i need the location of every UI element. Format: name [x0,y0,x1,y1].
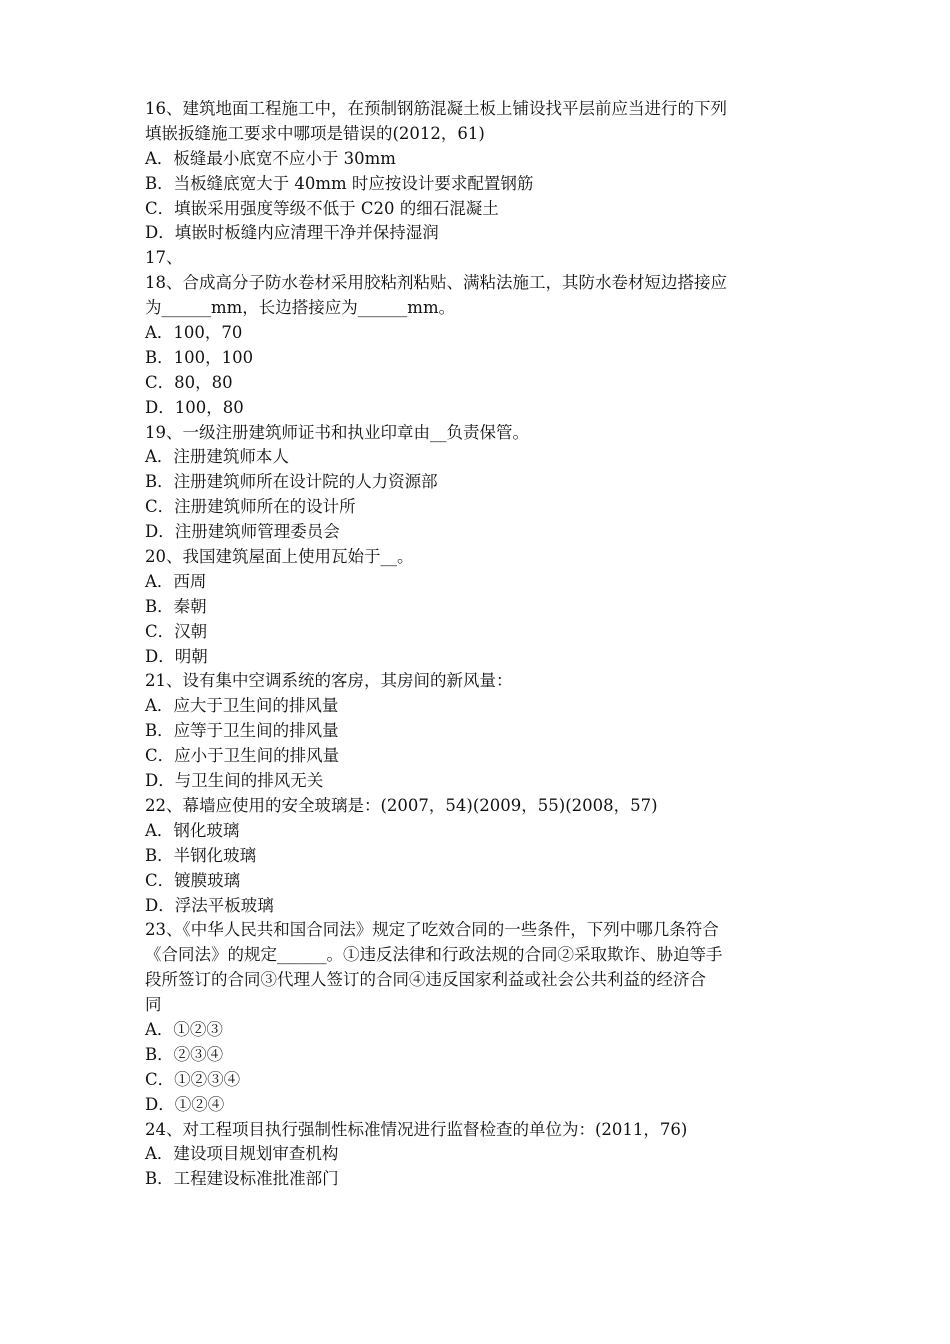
q21-option-b: B．应等于卫生间的排风量 [145,721,339,741]
q22-option-d: D．浮法平板玻璃 [145,895,274,915]
q21-stem: 21、设有集中空调系统的客房，其房间的新风量： [145,671,513,691]
q18-option-b: B．100，100 [145,347,254,367]
q20-option-a: A．西周 [145,571,207,591]
q23-option-d: D．①②④ [145,1094,225,1114]
q21-option-d: D．与卫生间的排风无关 [145,771,324,791]
q18-option-d: D．100，80 [145,397,244,417]
q16-option-d: D．填嵌时板缝内应清理干净并保持湿润 [145,223,439,243]
q22-option-a: A．钢化玻璃 [145,820,240,840]
q20-option-c: C．汉朝 [145,621,208,641]
q19-stem: 19、一级注册建筑师证书和执业印章由__负责保管。 [145,422,529,442]
q19-option-a: A．注册建筑师本人 [145,447,289,467]
document-page [145,97,825,1192]
q23-option-c: C．①②③④ [145,1069,241,1089]
q22-option-c: C．镀膜玻璃 [145,870,241,890]
q24-stem: 24、对工程项目执行强制性标准情况进行监督检查的单位为：(2011，76) [145,1119,688,1139]
q23-stem-line-3: 段所签订的合同③代理人签订的合同④违反国家利益或社会公共利益的经济合 [145,970,706,990]
q23-option-b: B．②③④ [145,1044,224,1064]
q19-option-b: B．注册建筑师所在设计院的人力资源部 [145,472,438,492]
q23-stem-line-1: 23、《中华人民共和国合同法》规定了吃效合同的一些条件，下列中哪几条符合 [145,920,719,940]
q19-option-d: D．注册建筑师管理委员会 [145,522,340,542]
q20-option-b: B．秦朝 [145,596,207,616]
q24-option-a: A．建设项目规划审查机构 [145,1144,339,1164]
q16-stem-line-2: 填嵌扳缝施工要求中哪项是错误的(2012，61) [145,123,485,143]
q23-stem-line-2: 《合同法》的规定______。①违反法律和行政法规的合同②采取欺诈、胁迫等手 [145,945,723,965]
q16-stem-line-1: 16、建筑地面工程施工中，在预制钢筋混凝土板上铺设找平层前应当进行的下列 [145,99,727,118]
q20-option-d: D．明朝 [145,646,208,666]
q23-option-a: A．①②③ [145,1019,223,1039]
q20-stem: 20、我国建筑屋面上使用瓦始于__。 [145,547,414,567]
q22-stem: 22、幕墙应使用的安全玻璃是：(2007，54)(2009，55)(2008，57) [145,795,658,815]
q23-stem-line-4: 同 [145,995,162,1015]
q18-option-a: A．100，70 [145,323,243,343]
q18-stem-line-1: 18、合成高分子防水卷材采用胶粘剂粘贴、满粘法施工，其防水卷材短边搭接应 [145,273,727,293]
q22-option-b: B．半钢化玻璃 [145,845,257,865]
q21-option-c: C．应小于卫生间的排风量 [145,746,340,766]
q21-option-a: A．应大于卫生间的排风量 [145,696,339,716]
q18-option-c: C．80，80 [145,372,233,392]
q19-option-c: C．注册建筑师所在的设计所 [145,497,356,517]
q16-option-c: C．填嵌采用强度等级不低于 C20 的细石混凝土 [145,198,499,218]
q18-stem-line-2: 为______mm，长边搭接应为______mm。 [145,298,456,318]
q16-option-b: B．当板缝底宽大于 40mm 时应按设计要求配置钢筋 [145,173,534,193]
q24-option-b: B．工程建设标准批准部门 [145,1169,339,1189]
q16-option-a: A．板缝最小底宽不应小于 30mm [145,148,396,168]
q17-stem: 17、 [145,248,183,268]
